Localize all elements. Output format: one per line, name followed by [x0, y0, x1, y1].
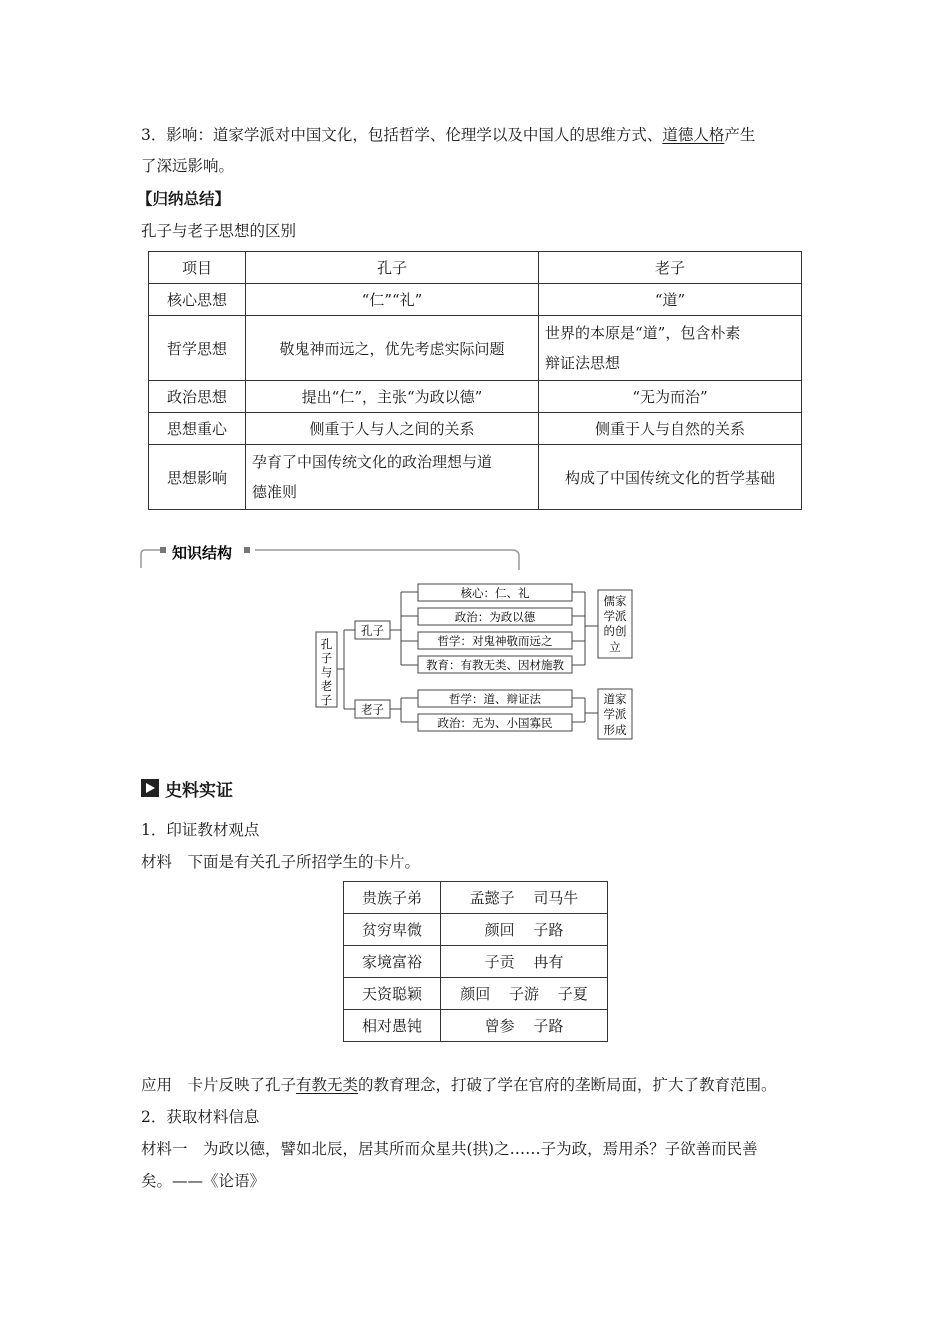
frame-left: [141, 550, 160, 568]
root-char: 孔: [320, 637, 333, 651]
svg-text:政治：无为、小国寡民: 政治：无为、小国寡民: [437, 716, 553, 730]
table-row: 贫穷卑微 颜回 子路: [344, 914, 608, 946]
svg-text:政治：为政以德: 政治：为政以德: [454, 610, 536, 624]
root-char: 子: [320, 651, 333, 665]
summary-title: 孔子与老子思想的区别: [141, 222, 297, 240]
row-item: 思想重心: [149, 413, 246, 445]
material-one-line1: 材料一 为政以德，譬如北辰，居其所而众星共(拱)之……子为政，焉用杀？子欲善而民善: [141, 1140, 758, 1158]
kongzi-cell: 提出“仁”，主张“为政以德”: [246, 381, 539, 413]
table-row: 家境富裕 子贡 冉有: [344, 946, 608, 978]
laozi-cell: 侧重于人与自然的关系: [539, 413, 802, 445]
table-row: 相对愚钝 曾参 子路: [344, 1010, 608, 1042]
evidence-item-2: 2．获取材料信息: [141, 1108, 260, 1126]
header-cell: 老子: [539, 252, 802, 284]
row-item: 核心思想: [149, 284, 246, 316]
influence-paragraph-cont: 了深远影响。: [141, 157, 235, 175]
kongzi-cell: “仁”“礼”: [246, 284, 539, 316]
row-item: 哲学思想: [149, 316, 246, 381]
laozi-cell: “道”: [539, 284, 802, 316]
play-icon: [141, 779, 159, 797]
svg-text:核心：仁、礼: 核心：仁、礼: [460, 586, 530, 600]
material-one-line2: 矣。——《论语》: [141, 1172, 266, 1190]
svg-text:教育：有教无类、因材施教: 教育：有教无类、因材施教: [426, 658, 564, 672]
laozi-cell: “无为而治”: [539, 381, 802, 413]
row-item: 政治思想: [149, 381, 246, 413]
svg-text:学派: 学派: [603, 609, 627, 623]
svg-text:老子: 老子: [361, 702, 384, 717]
root-char: 与: [320, 665, 333, 679]
frame-right: [512, 550, 519, 570]
application-paragraph: 应用 卡片反映了孔子有教无类的教育理念，打破了学在官府的垄断局面，扩大了教育范围。: [141, 1076, 777, 1094]
header-cell: 项目: [149, 252, 246, 284]
evidence-heading: 史料实证: [165, 781, 233, 801]
header-cell: 孔子: [246, 252, 539, 284]
frame-dot: [244, 547, 250, 553]
evidence-item-1: 1．印证教材观点: [141, 821, 260, 839]
frame-dot: [160, 547, 166, 553]
svg-text:哲学：道、辩证法: 哲学：道、辩证法: [449, 692, 541, 706]
table-row: 贵族子弟 孟懿子 司马牛: [344, 882, 608, 914]
svg-text:道家: 道家: [603, 692, 627, 706]
student-card-table: [343, 881, 608, 1042]
svg-text:哲学：对鬼神敬而远之: 哲学：对鬼神敬而远之: [437, 634, 553, 648]
svg-text:立: 立: [609, 640, 621, 654]
material-intro: 材料 下面是有关孔子所招学生的卡片。: [141, 853, 421, 871]
knowledge-heading: 知识结构: [172, 544, 233, 562]
kongzi-cell: 侧重于人与人之间的关系: [246, 413, 539, 445]
kongzi-cell: 敬鬼神而远之，优先考虑实际问题: [246, 316, 539, 381]
svg-text:孔子: 孔子: [361, 623, 384, 638]
svg-text:形成: 形成: [603, 723, 627, 737]
kongzi-cell: 孕育了中国传统文化的政治理想与道 德准则: [246, 445, 539, 510]
laozi-cell: 构成了中国传统文化的哲学基础: [539, 445, 802, 510]
influence-paragraph: 3．影响：道家学派对中国文化，包括哲学、伦理学以及中国人的思维方式、道德人格产生: [141, 126, 756, 144]
root-char: 老: [320, 679, 333, 693]
root-char: 子: [320, 693, 333, 707]
laozi-cell: 世界的本原是“道”，包含朴素 辩证法思想: [539, 316, 802, 381]
table-row: 天资聪颖 颜回 子游 子夏: [344, 978, 608, 1010]
summary-heading: 【归纳总结】: [137, 189, 231, 208]
svg-text:儒家: 儒家: [603, 594, 627, 608]
svg-text:学派: 学派: [603, 707, 627, 721]
svg-text:的创: 的创: [603, 624, 627, 638]
row-item: 思想影响: [149, 445, 246, 510]
